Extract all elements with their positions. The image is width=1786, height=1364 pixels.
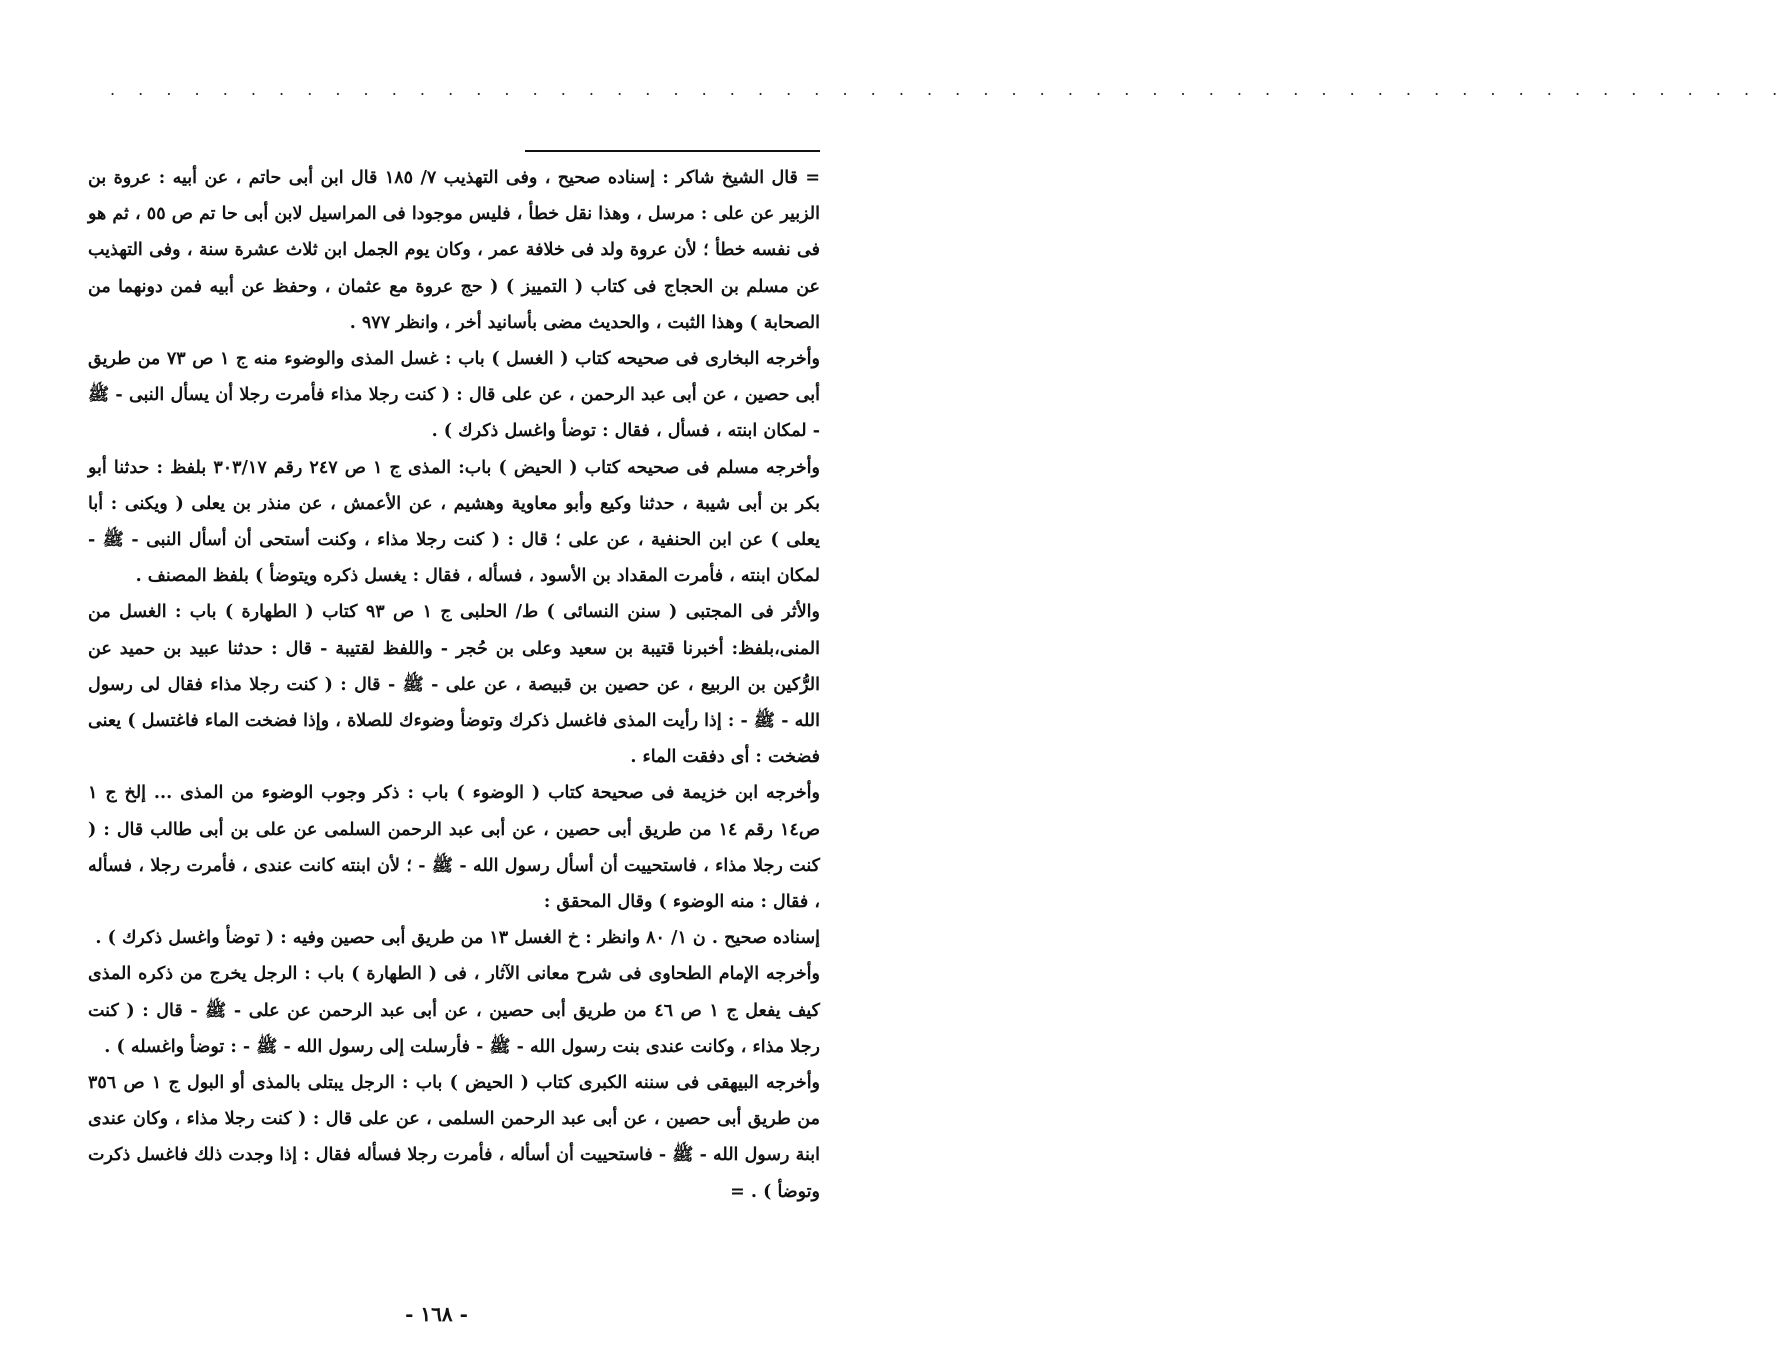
footnote-separator-rule	[525, 150, 820, 152]
footnote-paragraph: وأخرجه ابن خزيمة فى صحيحة كتاب ( الوضوء ) باب : ذكر وجوب الوضوء من المذى ... إلخ ج ١ ص١٤ رقم ١٤ من طريق أبى حصين ، عن أبى عبد الرحمن السلمى عن على بن أبى طالب قال : ( كنت رجلا مذاء ، فاستحييت أن أسأل رسول الله - ﷺ - ؛ لأن ابنته كانت عندى ، فأمرت رجلا ، فسأله ، فقال : منه الوضوء ) وقال المحقق :	[88, 783, 820, 913]
footnote-paragraph: = قال الشيخ شاكر : إسناده صحيح ، وفى التهذيب ٧/ ١٨٥ قال ابن أبى حاتم ، عن أبيه : عروة بن الزبير عن على : مرسل ، وهذا نقل خطأ ، فليس موجودا فى المراسيل لابن أبى حا تم ص ٥٥ ، ثم هو فى نفسه خطأ ؛ لأن عروة ولد فى خلافة عمر ، وكان يوم الجمل ابن ثلاث عشرة سنة ، وفى التهذيب عن مسلم بن الحجاج فى كتاب ( التمييز ) ( حج عروة مع عثمان ، وحفظ عن أبيه فمن دونهما من الصحابة ) وهذا الثبت ، والحديث مضى بأسانيد أخر ، وانظر ٩٧٧ .	[88, 168, 820, 333]
header-dot-separator: . . . . . . . . . . . . . . . . . . . . . . . . . . . . . . . . . . . . . . . . . . . . . . . . . . . . . . . . . . . .	[110, 80, 1786, 99]
footnote-paragraph: وأخرجه البيهقى فى سننه الكبرى كتاب ( الحيض ) باب : الرجل يبتلى بالمذى أو البول ج ١ ص ٣٥٦ من طريق أبى حصين ، عن أبى عبد الرحمن السلمى ، عن على قال : ( كنت رجلا مذاء ، وكان عندى ابنة رسول الله - ﷺ - فاستحييت أن أسأله ، فأمرت رجلا فسأله فقال : إذا وجدت ذلك فاغسل ذكرت وتوضأ ) . =	[88, 1073, 821, 1202]
footnote-paragraph: وأخرجه البخارى فى صحيحه كتاب ( الغسل ) باب : غسل المذى والوضوء منه ج ١ ص ٧٣ من طريق أبى حصين ، عن أبى عبد الرحمن ، عن على قال : ( كنت رجلا مذاء فأمرت رجلا أن يسأل النبى - ﷺ - لمكان ابنته ، فسأل ، فقال : توضأ واغسل ذكرك ) .	[88, 349, 820, 442]
footnote-paragraph: وأخرجه الإمام الطحاوى فى شرح معانى الآثار ، فى ( الطهارة ) باب : الرجل يخرج من ذكره المذى كيف يفعل ج ١ ص ٤٦ من طريق أبى حصين ، عن أبى عبد الرحمن عن على - ﷺ - قال : ( كنت رجلا مذاء ، وكانت عندى بنت رسول الله - ﷺ - فأرسلت إلى رسول الله - ﷺ - : توضأ واغسله ) .	[88, 964, 820, 1057]
footnote-paragraph: والأثر فى المجتبى ( سنن النسائى ) ط/ الحلبى ج ١ ص ٩٣ كتاب ( الطهارة ) باب : الغسل من المنى،بلفظ: أخبرنا قتيبة بن سعيد وعلى بن حُجر - واللفظ لقتيبة - قال : حدثنا عبيد بن حميد عن الرُّكين بن الربيع ، عن حصين بن قبيصة ، عن على - ﷺ - قال : ( كنت رجلا مذاء فقال لى رسول الله - ﷺ - : إذا رأيت المذى فاغسل ذكرك وتوضأ وضوءك للصلاة ، وإذا فضخت الماء فاغتسل ) يعنى فضخت : أى دفقت الماء .	[88, 602, 820, 768]
page-number: - ١٦٨ -	[405, 1302, 468, 1326]
footnote-text-block	[88, 160, 820, 1210]
footnote-paragraph: إسناده صحيح . ن ١/ ٨٠ وانظر : خ الغسل ١٣ من طريق أبى حصين وفيه : ( توضأ واغسل ذكرك ) .	[95, 928, 820, 949]
footnote-paragraph: وأخرجه مسلم فى صحيحه كتاب ( الحيض ) باب: المذى ج ١ ص ٢٤٧ رقم ٣٠٣/١٧ بلفظ : حدثنا أبو بكر بن أبى شيبة ، حدثنا وكيع وأبو معاوية وهشيم ، عن الأعمش ، عن منذر بن يعلى ( ويكنى : أبا يعلى ) عن ابن الحنفية ، عن على ؛ قال : ( كنت رجلا مذاء ، وكنت أستحى أن أسأل النبى - ﷺ - لمكان ابنته ، فأمرت المقداد بن الأسود ، فسأله ، فقال : يغسل ذكره ويتوضأ ) بلفظ المصنف .	[88, 457, 820, 587]
